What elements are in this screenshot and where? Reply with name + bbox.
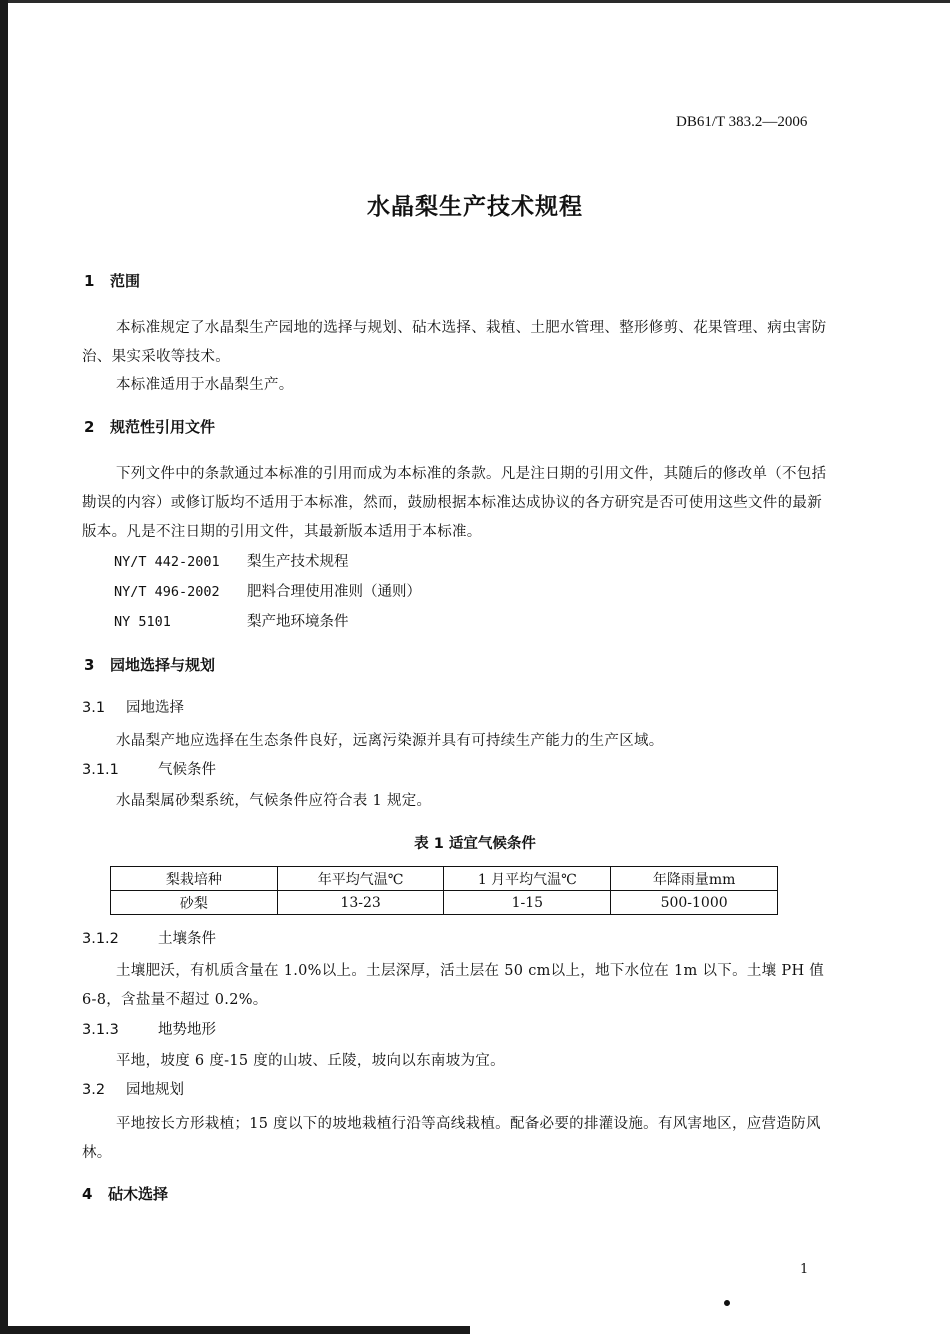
section-2-heading xyxy=(84,416,215,437)
section-number: 4 xyxy=(82,1185,93,1203)
table-cell: 500-1000 xyxy=(611,891,778,915)
subsection-3-1-1-paragraph: 水晶梨属砂梨系统，气候条件应符合表 1 规定。 xyxy=(116,793,432,809)
reference-name: 肥料合理使用准则（通则） xyxy=(247,584,421,600)
reference-code: NY/T 442-2001 xyxy=(114,554,220,570)
section-title: 砧木选择 xyxy=(108,1185,169,1203)
subsection-number: 3.1.2 xyxy=(82,931,119,947)
table-header-cell: 年平均气温℃ xyxy=(277,867,444,891)
section-number: 3 xyxy=(84,656,95,674)
standard-number: DB61/T 383.2—2006 xyxy=(676,114,808,130)
subsection-3-1-heading xyxy=(82,696,184,717)
table-cell: 13-23 xyxy=(277,891,444,915)
subsection-3-1-3-paragraph: 平地，坡度 6 度-15 度的山坡、丘陵，坡向以东南坡为宜。 xyxy=(116,1053,505,1069)
subsection-3-1-1-heading xyxy=(82,758,216,779)
scan-border-top xyxy=(0,0,950,3)
table-1-caption: 表 1 适宜气候条件 xyxy=(414,836,536,852)
table-header-row xyxy=(111,867,778,891)
reference-item xyxy=(114,580,421,601)
subsection-title: 土壤条件 xyxy=(158,931,216,947)
section-3-heading xyxy=(84,654,215,675)
reference-item xyxy=(114,610,349,631)
subsection-3-1-3-heading xyxy=(82,1018,216,1039)
section-title: 规范性引用文件 xyxy=(110,418,216,436)
table-row xyxy=(111,891,778,915)
subsection-number: 3.2 xyxy=(82,1082,106,1098)
table-header-cell: 1 月平均气温℃ xyxy=(444,867,611,891)
table-cell: 砂梨 xyxy=(111,891,278,915)
scan-speck xyxy=(723,1299,731,1307)
section-4-heading xyxy=(82,1183,168,1204)
reference-code: NY/T 496-2002 xyxy=(114,584,220,600)
section-2-paragraph-1: 下列文件中的条款通过本标准的引用而成为本标准的条款。凡是注日期的引用文件，其随后的修改单（不包括勘误的内容）或修订版均不适用于本标准，然而，鼓励根据本标准达成协议的各方研究是否可使用这些文件的最新版本。凡是不注日期的引用文件，其最新版本适用于本标准。 xyxy=(82,466,827,540)
subsection-number: 3.1 xyxy=(82,700,106,716)
subsection-number: 3.1.3 xyxy=(82,1022,119,1038)
subsection-3-2-heading xyxy=(82,1078,184,1099)
subsection-title: 气候条件 xyxy=(158,762,216,778)
section-1-heading xyxy=(84,270,140,291)
subsection-title: 地势地形 xyxy=(158,1022,216,1038)
scan-border-bottom xyxy=(0,1326,470,1334)
section-number: 2 xyxy=(84,418,95,436)
section-title: 园地选择与规划 xyxy=(110,656,216,674)
subsection-title: 园地规划 xyxy=(126,1082,184,1098)
document-title: 水晶梨生产技术规程 xyxy=(367,194,583,220)
table-cell: 1-15 xyxy=(444,891,611,915)
section-number: 1 xyxy=(84,272,95,290)
reference-name: 梨生产技术规程 xyxy=(247,554,349,570)
subsection-number: 3.1.1 xyxy=(82,762,119,778)
reference-item xyxy=(114,550,349,571)
section-title: 范围 xyxy=(110,272,141,290)
subsection-3-1-paragraph: 水晶梨产地应选择在生态条件良好，远离污染源并具有可持续生产能力的生产区域。 xyxy=(116,733,664,749)
section-1-paragraph-2: 本标准适用于水晶梨生产。 xyxy=(116,377,294,393)
table-header-cell: 梨栽培种 xyxy=(111,867,278,891)
subsection-3-1-2-paragraph: 土壤肥沃，有机质含量在 1.0%以上。土层深厚，活土层在 50 cm以上，地下水位在 1m 以下。土壤 PH 值 6-8，含盐量不超过 0.2%。 xyxy=(82,963,825,1008)
page-number: 1 xyxy=(800,1262,809,1277)
table-header-cell: 年降雨量mm xyxy=(611,867,778,891)
subsection-3-1-2-heading xyxy=(82,927,216,948)
subsection-title: 园地选择 xyxy=(126,700,184,716)
reference-name: 梨产地环境条件 xyxy=(247,614,349,630)
subsection-3-2-paragraph: 平地按长方形栽植；15 度以下的坡地栽植行沿等高线栽植。配备必要的排灌设施。有风害地区，应营造防风林。 xyxy=(82,1116,821,1161)
reference-code: NY 5101 xyxy=(114,614,171,630)
section-1-paragraph-1: 本标准规定了水晶梨生产园地的选择与规划、砧木选择、栽植、土肥水管理、整形修剪、花果管理、病虫害防治、果实采收等技术。 xyxy=(82,320,827,365)
climate-conditions-table xyxy=(110,866,778,915)
